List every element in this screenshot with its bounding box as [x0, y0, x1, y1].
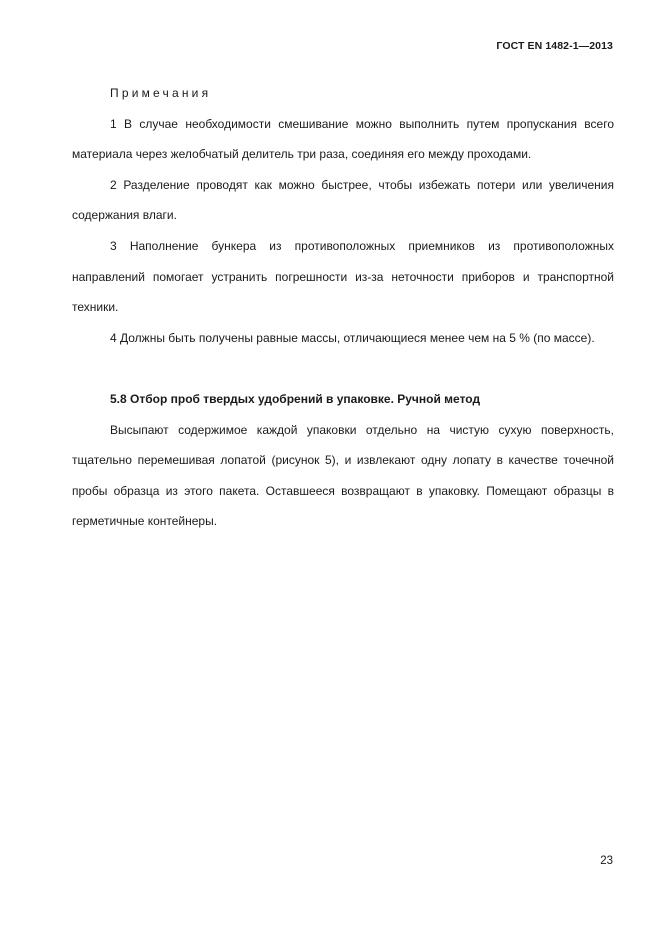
note-item-2: 2 Разделение проводят как можно быстрее, чтобы избежать потери или увеличения содержания влаги.: [72, 177, 614, 223]
note-item-4: 4 Должны быть получены равные массы, отличающиеся менее чем на 5 % (по массе).: [110, 330, 595, 345]
notes-title: Примечания: [110, 86, 212, 100]
note-item-3: 3 Наполнение бункера из противоположных приемников из противоположных направлений помогает устранить погрешности из-за неточности приборов и транспортной техники.: [72, 238, 614, 315]
document-header-code: ГОСТ EN 1482-1—2013: [496, 40, 613, 52]
section-body: Высыпают содержимое каждой упаковки отдельно на чистую сухую поверхность, тщательно перемешивая лопатой (рисунок 5), и извлекают одну лопату в качестве точечной пробы образца из этого пакета. Оставшееся возвращают в упаковку. Помещают образцы в герметичные контейнеры.: [72, 422, 614, 529]
page-number: 23: [600, 855, 613, 867]
note-item-1: 1 В случае необходимости смешивание можно выполнить путем пропускания всего материала через желобчатый делитель три раза, соединяя его между проходами.: [72, 116, 614, 162]
section-title: 5.8 Отбор проб твердых удобрений в упаковке. Ручной метод: [110, 391, 481, 406]
page-content: [72, 78, 614, 537]
